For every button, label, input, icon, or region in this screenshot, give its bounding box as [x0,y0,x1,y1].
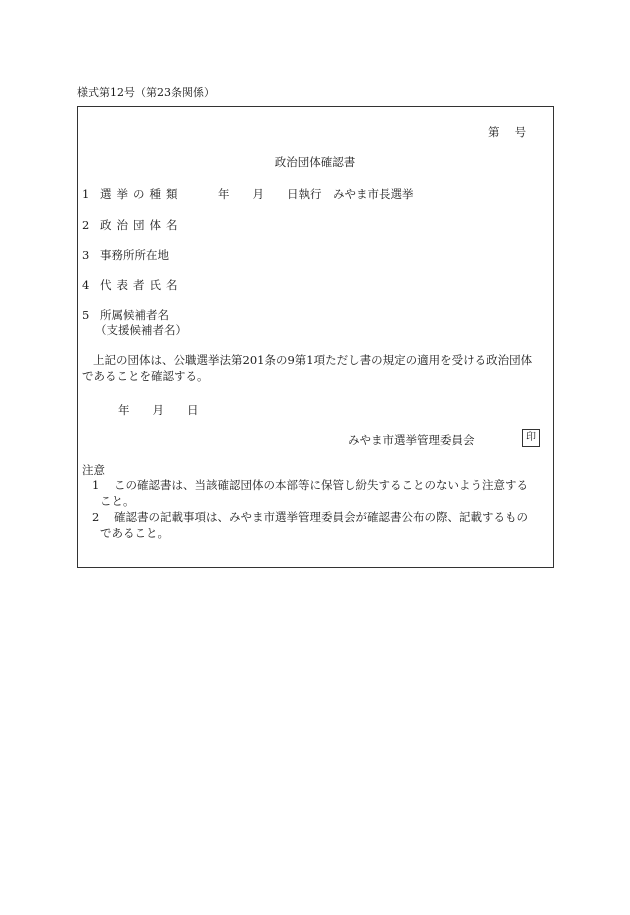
item-election-type [82,186,183,202]
document-title: 政治団体確認書 [274,155,356,169]
item-label: 政治団体名 [100,218,183,232]
note-text: 確認書の記載事項は、みやま市選挙管理委員会が確認書公布の際、記載するもの [114,510,528,524]
issuer-name: みやま市選挙管理委員会 [348,433,475,447]
paragraph-line: であることを確認する。 [82,369,209,383]
document-number: 第 号 [488,125,527,139]
item-candidate [82,307,169,323]
item-number: 4 [82,278,90,292]
item-label: 事務所所在地 [100,248,169,262]
item-label: 選挙の種類 [100,187,183,201]
note-text: この確認書は、当該確認団体の本部等に保管し紛失することのないよう注意する [114,478,528,492]
item-candidate-sub: （支援候補者名） [95,323,187,337]
date-line: 年 月 日 [118,403,199,417]
confirmation-paragraph [82,352,550,384]
note-continuation: こと。 [100,494,135,508]
paragraph-line: 上記の団体は、公職選挙法第201条の9第1項ただし書の規定の適用を受ける政治団体 [93,353,533,367]
note-item [92,509,550,541]
form-number-label: 様式第12号（第23条関係） [77,86,215,99]
notes-heading: 注意 [82,463,105,477]
item-number: 3 [82,248,90,262]
note-number: 1 [92,478,100,492]
item-office-address [82,247,169,263]
note-item [92,477,550,509]
note-number: 2 [92,510,100,524]
note-continuation: であること。 [100,526,169,540]
seal-mark: 印 [522,429,540,447]
item-label: 代表者氏名 [100,278,183,292]
item-number: 1 [82,187,90,201]
item-number: 5 [82,308,90,322]
item-representative [82,277,183,293]
election-date-line: 年 月 日執行 みやま市長選挙 [218,187,414,201]
item-group-name [82,217,183,233]
item-number: 2 [82,218,90,232]
item-label: 所属候補者名 [100,308,169,322]
